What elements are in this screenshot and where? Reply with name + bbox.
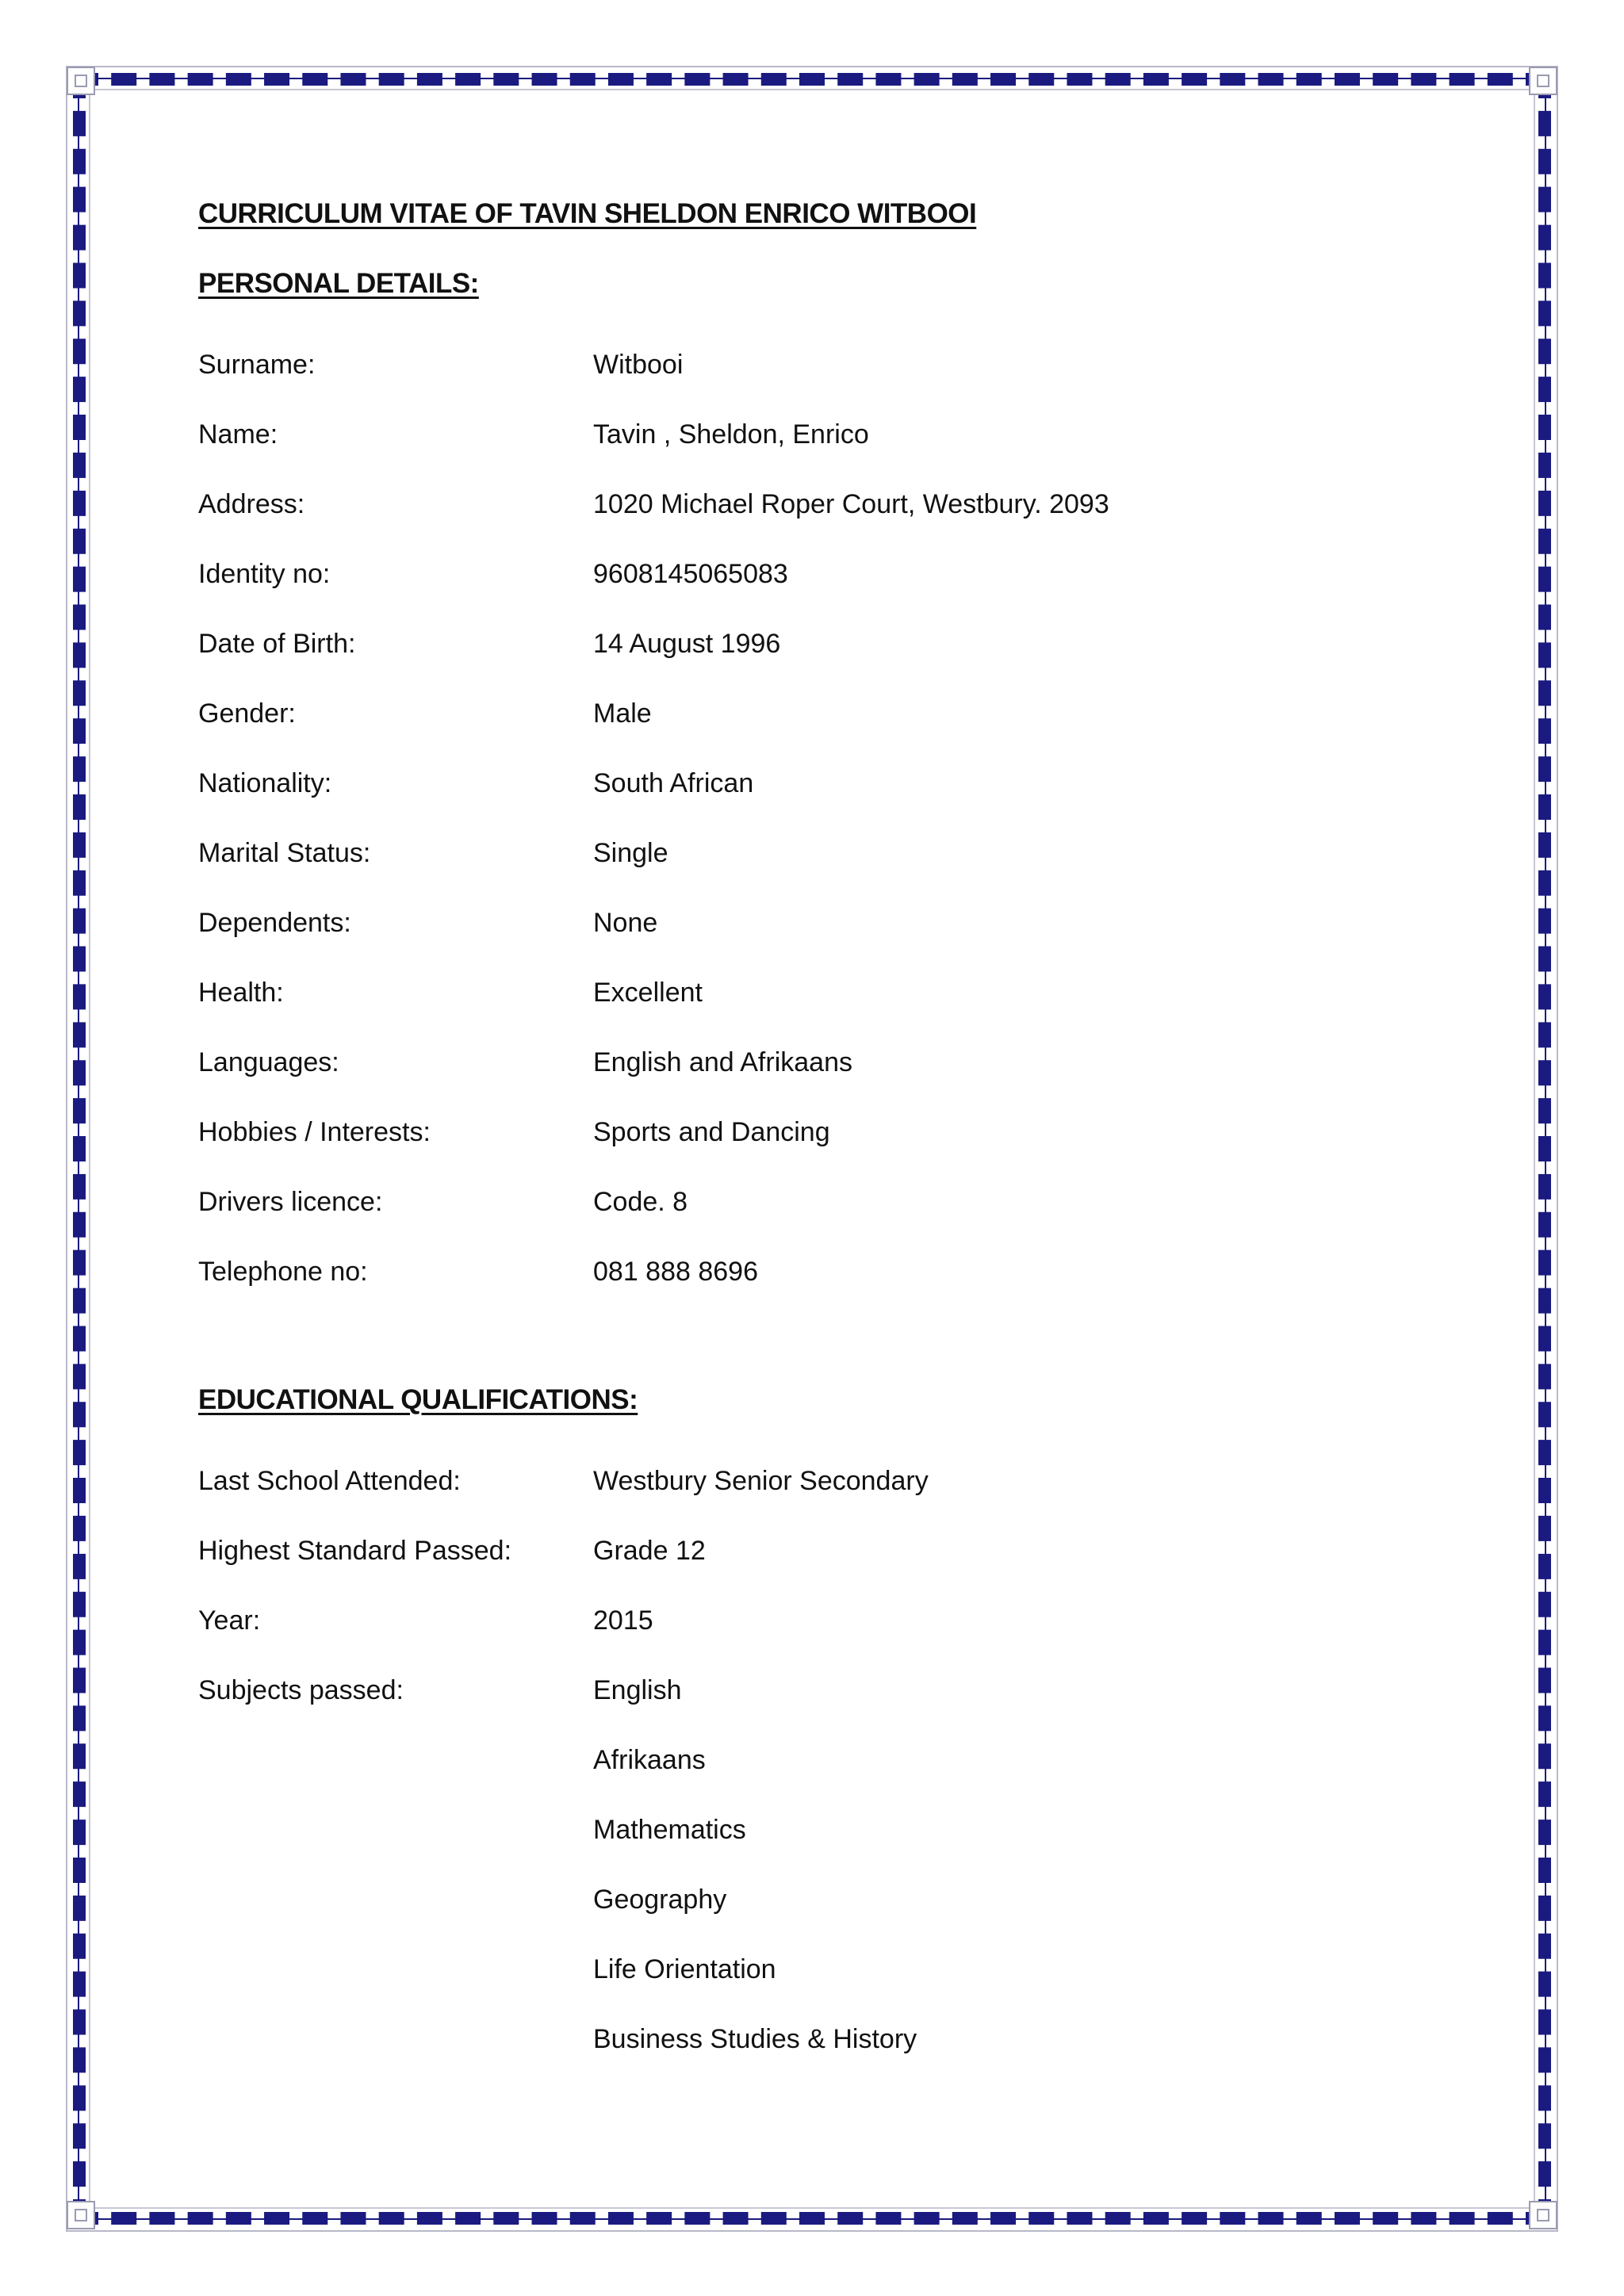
education-heading: EDUCATIONAL QUALIFICATIONS: [198, 1384, 638, 1415]
field-value: Excellent [593, 977, 703, 1008]
field-label: Nationality: [198, 767, 332, 798]
field-label: Gender: [198, 698, 296, 729]
field-label: Languages: [198, 1047, 339, 1077]
field-label: Marital Status: [198, 837, 371, 868]
education-row-year [198, 1586, 1467, 1655]
personal-row-languages [198, 1027, 1467, 1097]
field-value: Code. 8 [593, 1186, 688, 1217]
field-value: 9608145065083 [593, 558, 788, 589]
personal-row-drivers-licence [198, 1167, 1467, 1237]
personal-row-nationality [198, 748, 1467, 818]
education-row-subject [198, 1795, 1467, 1865]
subject-item: English [593, 1674, 682, 1705]
education-row-subject [198, 1934, 1467, 2004]
field-label: Identity no: [198, 558, 331, 589]
personal-row-name [198, 400, 1467, 469]
field-value: Single [593, 837, 668, 868]
education-row-highest-standard [198, 1516, 1467, 1586]
personal-row-identity-no [198, 539, 1467, 609]
field-value: 1020 Michael Roper Court, Westbury. 2093 [593, 488, 1109, 519]
personal-row-health [198, 958, 1467, 1027]
field-label: Subjects passed: [198, 1674, 404, 1705]
education-row-last-school [198, 1446, 1467, 1516]
field-value: Sports and Dancing [593, 1116, 830, 1147]
cv-document [198, 190, 1467, 2074]
field-label: Name: [198, 419, 278, 450]
cv-title: CURRICULUM VITAE OF TAVIN SHELDON ENRICO WITBOOI [198, 198, 977, 229]
corner-ornament-top-right [1529, 67, 1557, 95]
field-value: None [593, 907, 658, 938]
field-label: Hobbies / Interests: [198, 1116, 431, 1147]
subject-item: Life Orientation [593, 1954, 776, 1984]
field-label: Health: [198, 977, 284, 1008]
subject-item: Geography [593, 1884, 727, 1915]
personal-details-heading: PERSONAL DETAILS: [198, 268, 479, 299]
subject-item: Business Studies & History [593, 2023, 917, 2054]
personal-row-marital-status [198, 818, 1467, 888]
field-value: Tavin , Sheldon, Enrico [593, 419, 869, 450]
education-row-subject [198, 2004, 1467, 2074]
field-value: Male [593, 698, 652, 729]
field-label: Year: [198, 1605, 261, 1636]
education-row-subject [198, 1865, 1467, 1934]
corner-ornament-bottom-right [1529, 2201, 1557, 2229]
education-row-subject [198, 1725, 1467, 1795]
field-label: Date of Birth: [198, 628, 356, 659]
subject-item: Afrikaans [593, 1744, 706, 1775]
field-value: 14 August 1996 [593, 628, 781, 659]
field-label: Drivers licence: [198, 1186, 383, 1217]
personal-row-dependents [198, 888, 1467, 958]
personal-row-gender [198, 679, 1467, 748]
field-value: 081 888 8696 [593, 1256, 758, 1287]
field-label: Address: [198, 488, 305, 519]
corner-ornament-bottom-left [67, 2201, 95, 2229]
personal-row-telephone [198, 1237, 1467, 1307]
field-value: 2015 [593, 1605, 653, 1636]
field-value: Westbury Senior Secondary [593, 1465, 929, 1496]
subject-item: Mathematics [593, 1814, 746, 1845]
field-label: Highest Standard Passed: [198, 1535, 512, 1566]
field-label: Surname: [198, 349, 316, 380]
personal-row-address [198, 469, 1467, 539]
field-label: Last School Attended: [198, 1465, 461, 1496]
section-spacer [198, 1307, 1467, 1376]
field-label: Dependents: [198, 907, 351, 938]
education-row-subjects [198, 1655, 1467, 1725]
field-label: Telephone no: [198, 1256, 368, 1287]
personal-row-surname [198, 330, 1467, 400]
field-value: South African [593, 767, 754, 798]
field-value: English and Afrikaans [593, 1047, 852, 1077]
personal-row-date-of-birth [198, 609, 1467, 679]
corner-ornament-top-left [67, 67, 95, 95]
field-value: Witbooi [593, 349, 684, 380]
personal-row-hobbies [198, 1097, 1467, 1167]
field-value: Grade 12 [593, 1535, 706, 1566]
